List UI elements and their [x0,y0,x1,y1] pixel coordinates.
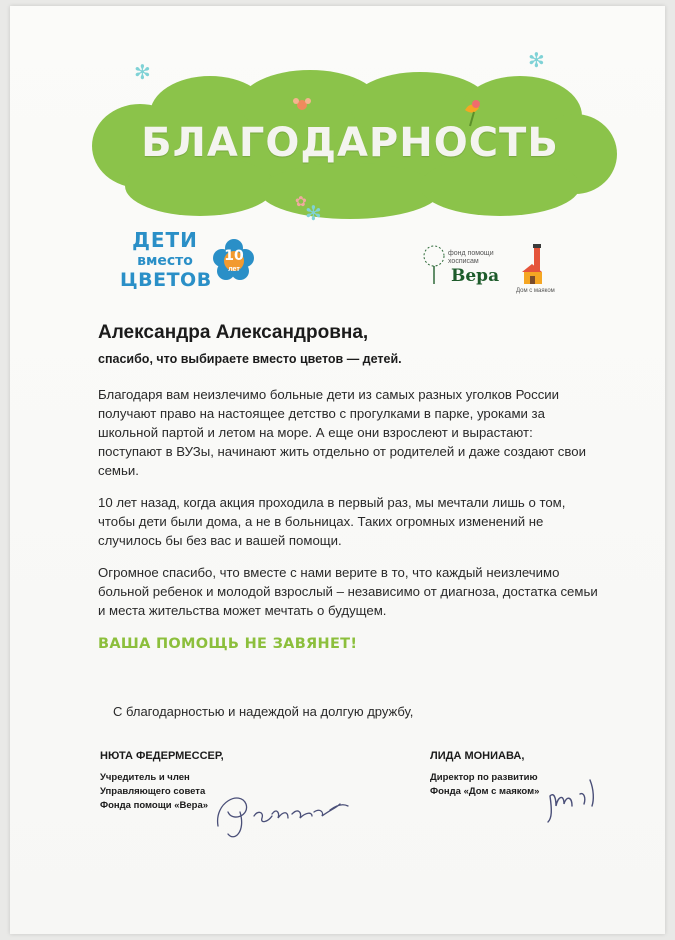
letter-sheet [10,6,665,934]
title-banner [80,66,620,226]
handwritten-signature-1 [210,782,360,842]
dandelion-icon [420,244,448,284]
signatory-role-line: Директор по развитию [430,772,538,783]
snowflake-icon: ✻ [305,201,322,225]
anniversary-number: 10 [224,248,244,264]
handwritten-signature-2 [540,766,610,826]
banner-title: БЛАГОДАРНОСТЬ [141,120,559,166]
paragraph-3: Огромное спасибо, что вместе с нами верите в то, что каждый неизлечимо больной ребенок и молодой взрослый – независимо от диагноза, достатка семьи и места жительства может мечтать о будущем. [98,565,598,618]
anniversary-caption: лет [228,266,240,273]
dom-caption: Дом с маяком [516,288,555,294]
snowflake-icon: ✻ [134,60,151,84]
greeting: Александра Александровна, [98,322,369,343]
signatory-name: НЮТА ФЕДЕРМЕССЕР, [100,750,224,762]
snowflake-icon: ✻ [528,48,545,72]
vera-name: Вера [451,266,500,286]
signatory-role-line: Учредитель и член [100,772,190,783]
logo-line-3: ЦВЕТОВ [120,269,212,291]
paragraph-1: Благодаря вам неизлечимо больные дети из самых разных уголков России получают право на настоящее детство с прогулками в парке, уроками за школьной партой и летом на море. А еще они взрослеют и вырастают: поступают в ВУЗы, начинают жить отдельно от родителей и даже создают свои семьи. [98,387,586,478]
deti-vmesto-cvetov-logo [120,224,270,304]
slogan: ВАША ПОМОЩЬ НЕ ЗАВЯНЕТ! [98,636,358,652]
signatory-role-line: Фонда «Дом с маяком» [430,786,540,797]
small-flower-icon: ✿ [295,194,307,210]
vera-caption: фонд помощи хосписам [448,250,494,265]
logo-line-1: ДЕТИ [132,228,198,252]
signatory-role-line: Управляющего совета [100,786,206,797]
closing-line: С благодарностью и надеждой на долгую дружбу, [113,704,414,719]
lighthouse-house-icon [520,242,550,288]
signatory-role-line: Фонда помощи «Вера» [100,800,209,811]
paragraph-2: 10 лет назад, когда акция проходила в первый раз, мы мечтали лишь о том, чтобы дети были дома, а не в больницах. Таких огромных изменений не случилось бы без вас и вашей помощи. [98,495,566,548]
subgreeting: спасибо, что выбираете вместо цветов — детей. [98,352,402,366]
partner-logos [418,242,558,302]
logo-line-2: вместо [137,253,193,269]
signatory-name: ЛИДА МОНИАВА, [430,750,525,762]
